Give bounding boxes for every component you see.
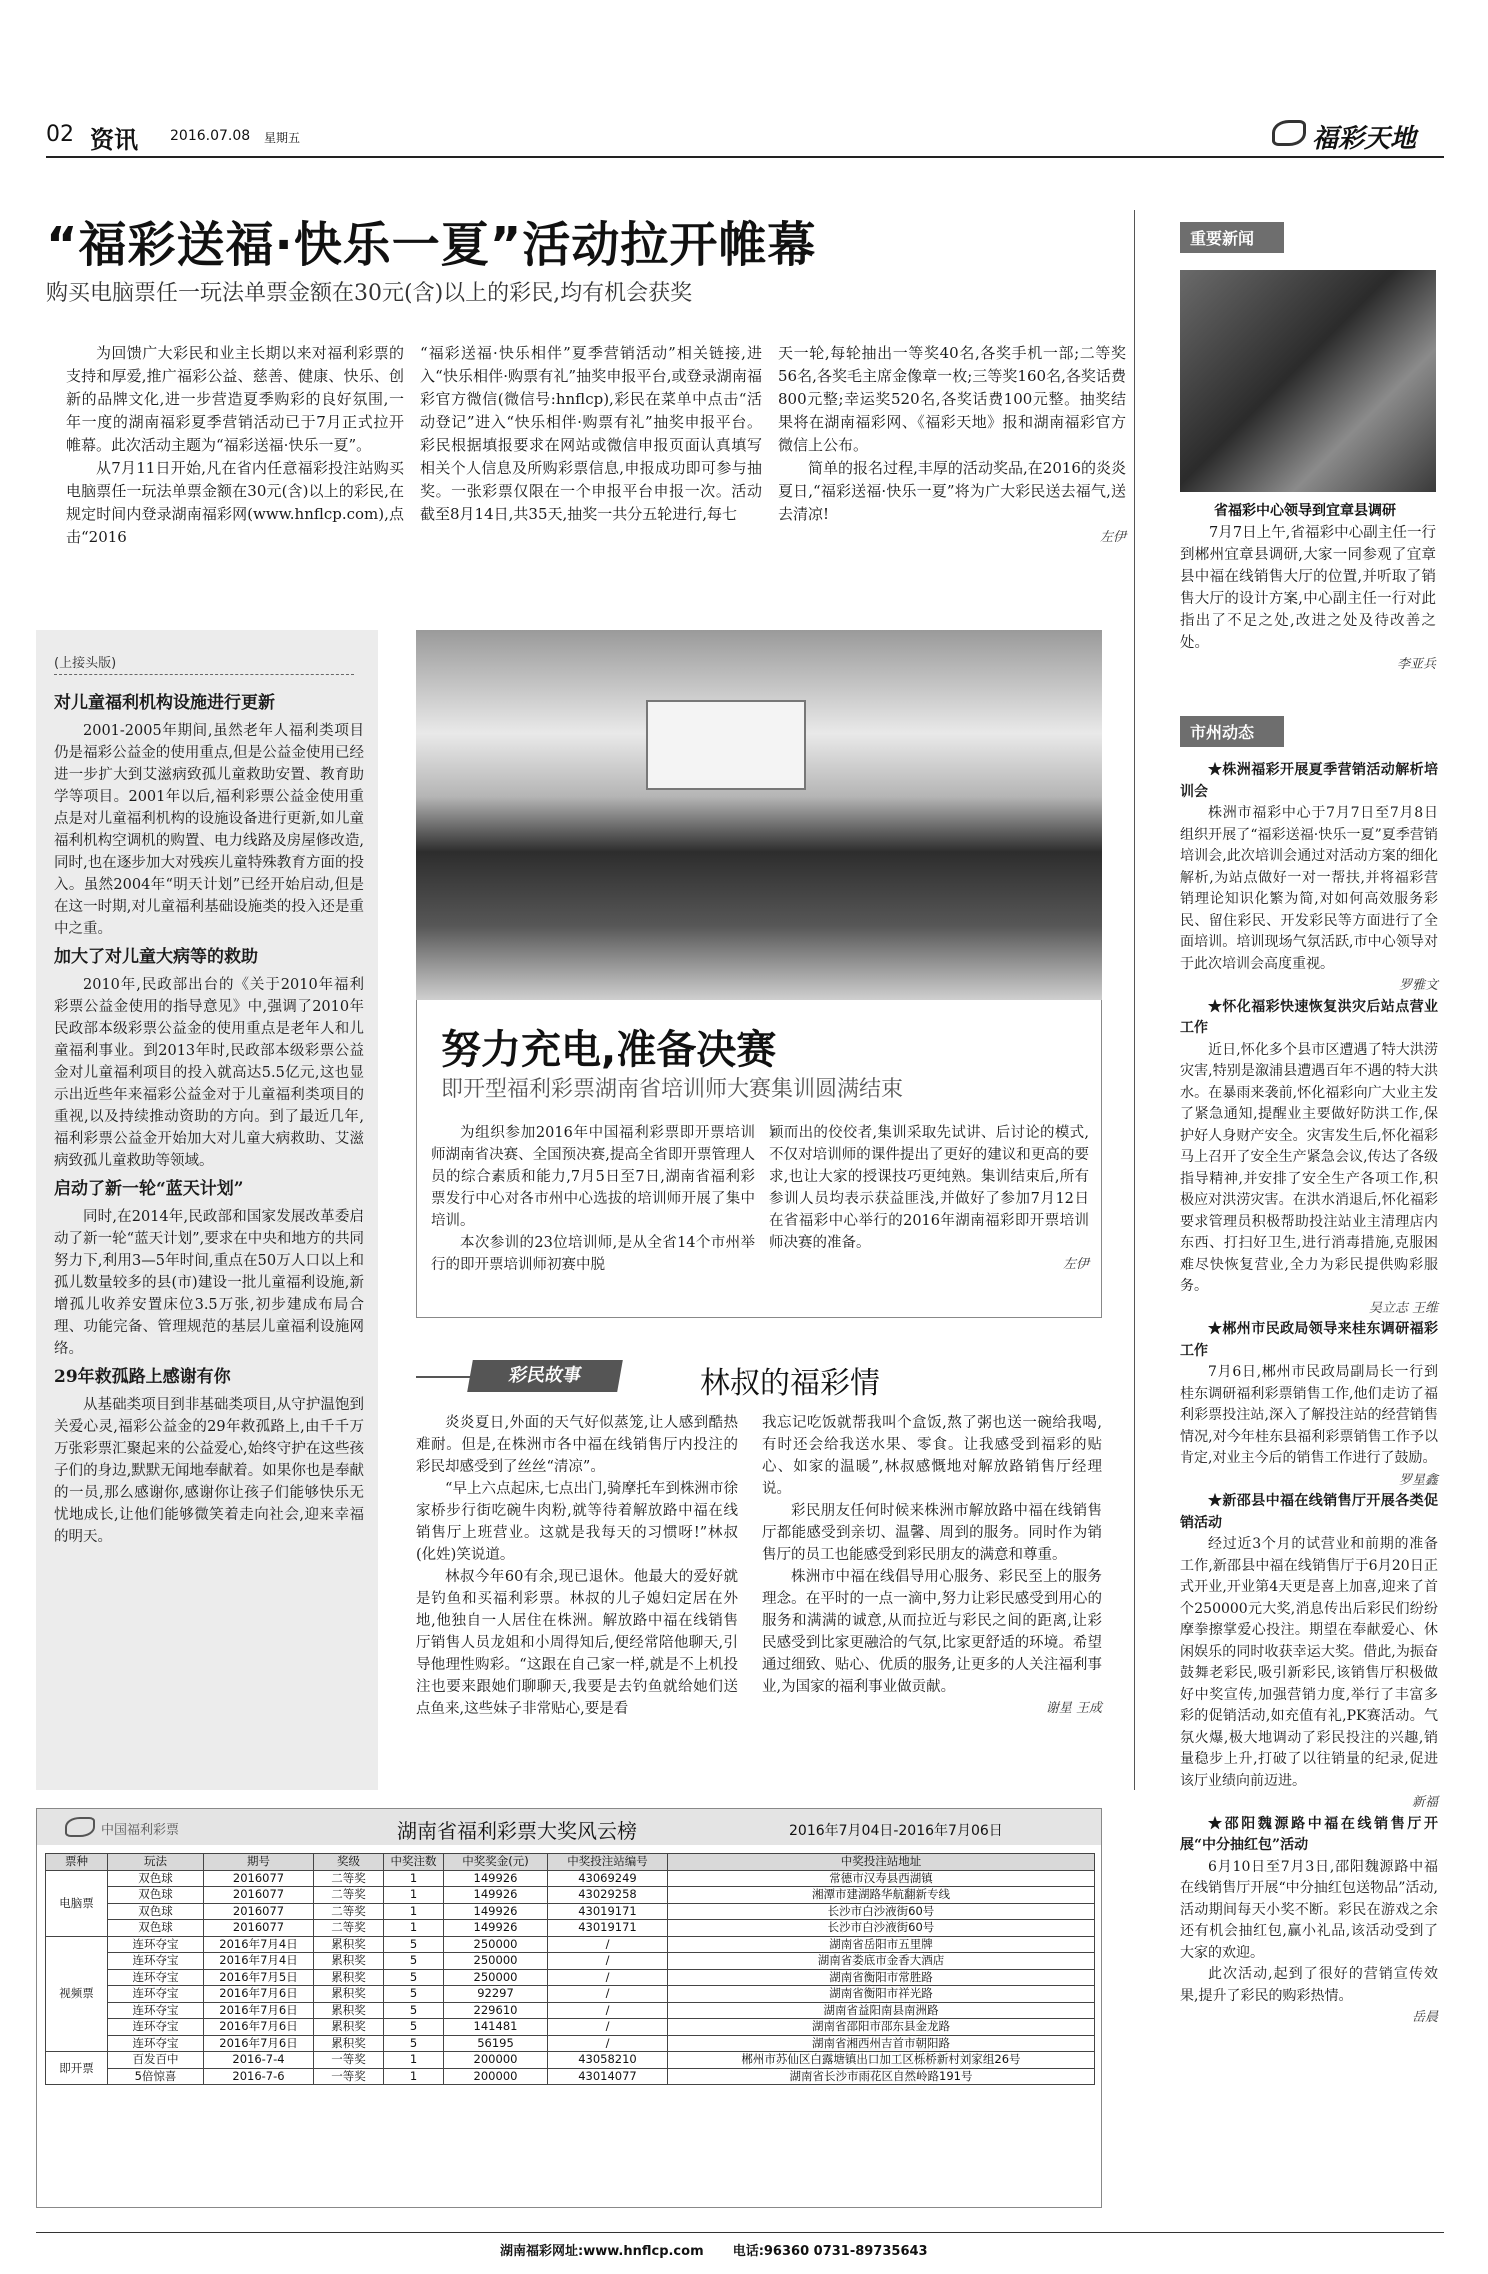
news-text <box>1180 522 1436 676</box>
continued-paragraph: 2010年,民政部出台的《关于2010年福利彩票公益金使用的指导意见》中,强调了2010年民政部本级彩票公益金的使用重点是老年人和儿童福利事业。到2013年时,民政部本级彩票公益金对儿童福利项目的投入就高达5.5亿元,这也显示出近些年来福彩公益金对于儿童福利类项目的重视,以及持续推动资助的方向。到了最近几年,福利彩票公益金开始加大对儿童大病救助、艾滋病致孤儿童救助等领域。 <box>54 977 364 1169</box>
city-item-author: 罗雅文 <box>1398 978 1438 993</box>
table-cell: 双色球 <box>108 1870 204 1887</box>
table-cell: 湖南省衡阳市常胜路 <box>668 1969 1095 1986</box>
table-cell: 双色球 <box>108 1920 204 1937</box>
city-item-text: 此次活动,起到了很好的营销宣传效果,提升了彩民的购彩热情。 <box>1180 1966 1438 2004</box>
awards-table-wrap <box>45 1853 1095 2085</box>
table-cell: / <box>548 1953 668 1970</box>
table-cell: 1 <box>384 1887 444 1904</box>
table-cell: 累积奖 <box>314 2019 384 2036</box>
column-header: 中奖投注站地址 <box>668 1854 1095 1871</box>
table-cell: 湖南省岳阳市五里牌 <box>668 1936 1095 1953</box>
table-cell: 百发百中 <box>108 2052 204 2069</box>
table-cell: 双色球 <box>108 1887 204 1904</box>
table-row <box>46 2052 1095 2069</box>
city-item-author: 岳晨 <box>1411 2010 1438 2025</box>
footer <box>500 2240 928 2259</box>
table-cell: 二等奖 <box>314 1920 384 1937</box>
training-article-box <box>416 1000 1102 1318</box>
table-cell: 1 <box>384 1920 444 1937</box>
page-number: 02 <box>46 122 74 147</box>
table-cell: 一等奖 <box>314 2052 384 2069</box>
training-photo <box>416 630 1102 1000</box>
news-photo <box>1180 270 1436 492</box>
footer-phone: 96360 0731-89735643 <box>763 2244 928 2259</box>
table-cell: 累积奖 <box>314 1986 384 2003</box>
column-header: 奖级 <box>314 1854 384 1871</box>
brand-name: 福彩天地 <box>1312 124 1417 154</box>
continued-paragraph: 从基础类项目到非基础类项目,从守护温饱到关爱心灵,福彩公益金的29年救孤路上,由千千万万张彩票汇聚起来的公益爱心,始终守护在这些孩子们的身边,默默无闻地奉献着。如果你也是奉献的一员,那么感谢你,感谢你让孩子们能够快乐无忧地成长,让他们能够微笑着走向社会,迎来幸福的明天。 <box>54 1397 364 1545</box>
news-caption: 省福彩中心领导到宜章县调研 <box>1214 503 1396 519</box>
lead-paragraph: 天一轮,每轮抽出一等奖40名,各奖手机一部;二等奖56名,各奖毛主席金像章一枚;三等奖160名,各奖话费800元整;幸运奖520名,各奖话费100元整。抽奖结果将在湖南福彩网、《福彩天地》报和湖南福彩官方微信上公布。 <box>778 344 1126 454</box>
city-header: 市州动态 <box>1180 716 1284 747</box>
table-cell: 43058210 <box>548 2052 668 2069</box>
lead-paragraph: 从7月11日开始,凡在省内任意福彩投注站购买电脑票任一玩法单票金额在30元(含)以上的彩民,在规定时间内登录湖南福彩网(www.hnflcp.com),点击“2016 <box>66 459 404 546</box>
story-tag-rule <box>416 1376 470 1378</box>
table-cell: 43029258 <box>548 1887 668 1904</box>
story-author: 谢星 王成 <box>1045 1701 1102 1716</box>
table-cell: 2016年7月5日 <box>204 1969 314 1986</box>
city-item-text: 近日,怀化多个县市区遭遇了特大洪涝灾害,特别是溆浦县遭遇百年不遇的特大洪水。在暴雨来袭前,怀化福彩向广大业主发了紧急通知,提醒业主要做好防洪工作,保护好人身财产安全。灾害发生后,怀化福彩马上召开了安全生产紧急会议,传达了各级指导精神,并安排了安全生产各项工作,积极应对洪涝灾害。在洪水消退后,怀化福彩要求管理员积极帮助投注站业主清理店内东西、打扫好卫生,进行消毒措施,克服困难尽快恢复营业,全力为彩民提供购彩服务。 <box>1180 1041 1438 1294</box>
continued-section-title: 29年救孤路上感谢有你 <box>54 1367 231 1387</box>
table-cell: 250000 <box>444 1969 548 1986</box>
news-header: 重要新闻 <box>1180 222 1284 253</box>
table-cell: 湖南省长沙市雨花区自然岭路191号 <box>668 2068 1095 2085</box>
table-row <box>46 1953 1095 1970</box>
issue-date: 2016.07.08 <box>170 128 251 144</box>
news-paragraph: 7月7日上午,省福彩中心副主任一行到郴州宜章县调研,大家一同参观了宜章县中福在线销售大厅的位置,并听取了销售大厅的设计方案,中心副主任一行对此指出了不足之处,改进之处及待改善之处。 <box>1180 525 1436 651</box>
table-cell: 湖南省衡阳市祥光路 <box>668 1986 1095 2003</box>
table-cell: 43014077 <box>548 2068 668 2085</box>
table-cell: 92297 <box>444 1986 548 2003</box>
table-cell: / <box>548 1936 668 1953</box>
table-cell: 149926 <box>444 1903 548 1920</box>
column-header: 玩法 <box>108 1854 204 1871</box>
table-cell: 2016077 <box>204 1887 314 1904</box>
training-col-1 <box>431 1122 755 1276</box>
table-cell: 二等奖 <box>314 1887 384 1904</box>
column-divider <box>1134 210 1135 1790</box>
awards-title: 湖南省福利彩票大奖风云榜 <box>397 1819 637 1843</box>
table-cell: / <box>548 1969 668 1986</box>
page-header <box>46 118 1444 154</box>
column-header: 中奖注数 <box>384 1854 444 1871</box>
footer-site[interactable]: www.hnflcp.com <box>583 2244 704 2259</box>
city-item-text: 株洲市福彩中心于7月7日至7月8日组织开展了“福彩送福·快乐一夏”夏季营销培训会,此次培训会通过对活动方案的细化解析,为站点做好一对一帮扶,并将福彩营销理论知识化繁为简,对如何高效服务彩民、留住彩民、开发彩民等方面进行了全面培训。培训现场气氛活跃,市中心领导对于此次培训会高度重视。 <box>1180 805 1438 972</box>
table-cell: 湖南省湘西州吉首市朝阳路 <box>668 2035 1095 2052</box>
continued-body <box>54 686 364 1548</box>
table-cell: 累积奖 <box>314 2002 384 2019</box>
table-cell: 2016年7月6日 <box>204 2035 314 2052</box>
table-row <box>46 1986 1095 2003</box>
lead-col-3 <box>778 342 1126 549</box>
continued-section-title: 加大了对儿童大病等的救助 <box>54 947 258 967</box>
ticket-type-cell: 即开票 <box>46 2052 108 2085</box>
city-item <box>1180 1814 1438 2029</box>
table-cell: 200000 <box>444 2052 548 2069</box>
city-item-author: 吴立志 王维 <box>1368 1300 1438 1316</box>
table-cell: 湘潭市建湖路华航翻新专线 <box>668 1887 1095 1904</box>
continued-tag-rule <box>54 674 354 675</box>
lead-paragraph: 简单的报名过程,丰厚的活动奖品,在2016的炎炎夏日,“福彩送福·快乐一夏”将为广大彩民送去福气,送去清凉! <box>778 459 1126 523</box>
story-paragraph: 炎炎夏日,外面的天气好似蒸笼,让人感到酷热难耐。但是,在株洲市各中福在线销售厅内投注的彩民却感受到了丝丝“清凉”。 <box>416 1415 738 1475</box>
table-row <box>46 1903 1095 1920</box>
table-cell: / <box>548 2035 668 2052</box>
table-cell: 149926 <box>444 1887 548 1904</box>
city-item-author: 罗星鑫 <box>1398 1472 1438 1488</box>
table-cell: 5 <box>384 2035 444 2052</box>
city-item-text: 6月10日至7月3日,邵阳魏源路中福在线销售厅开展“中分抽红包送物品”活动,活动期间每天小奖不断。彩民在游戏之余还有机会抽红包,赢小礼品,该活动受到了大家的欢迎。 <box>1180 1858 1438 1961</box>
city-item <box>1180 1491 1438 1814</box>
training-paragraph: 颖而出的佼佼者,集训采取先试讲、后讨论的模式,不仅对培训师的课件提出了更好的建议和更高的要求,也让大家的授课技巧更纯熟。集训结束后,所有参训人员均表示获益匪浅,并做好了参加7月12日在省福彩中心举行的2016年湖南福彩即开票培训师决赛的准备。 <box>769 1125 1089 1251</box>
table-cell: 郴州市苏仙区白露塘镇出口加工区栎桥新村刘家组26号 <box>668 2052 1095 2069</box>
story-col-1 <box>416 1412 738 1720</box>
table-cell: 累积奖 <box>314 2035 384 2052</box>
story-tag: 彩民故事 <box>467 1360 623 1392</box>
awards-logo-text: 中国福利彩票 <box>101 1823 180 1838</box>
table-cell: 1 <box>384 2068 444 2085</box>
table-cell: 2016077 <box>204 1870 314 1887</box>
table-cell: 5 <box>384 1969 444 1986</box>
table-cell: 2016年7月4日 <box>204 1953 314 1970</box>
table-cell: 连环夺宝 <box>108 1953 204 1970</box>
table-cell: 149926 <box>444 1870 548 1887</box>
table-cell: 累积奖 <box>314 1936 384 1953</box>
training-paragraph: 本次参训的23位培训师,是从全省14个市州举行的即开票培训师初赛中脱 <box>431 1235 755 1273</box>
table-cell: 2016年7月6日 <box>204 1986 314 2003</box>
table-cell: 连环夺宝 <box>108 2035 204 2052</box>
table-cell: 5 <box>384 2019 444 2036</box>
continued-section-title: 对儿童福利机构设施进行更新 <box>54 693 275 713</box>
continued-box <box>36 630 378 1790</box>
city-item-text: 7月6日,郴州市民政局副局长一行到桂东调研福利彩票销售工作,他们走访了福利彩票投注站,深入了解投注站的经营销售情况,对今年桂东县福利彩票销售工作予以肯定,对业主今后的销售工作进行了鼓励。 <box>1180 1364 1438 1466</box>
table-cell: 湖南省益阳南县南洲路 <box>668 2002 1095 2019</box>
table-row <box>46 1887 1095 1904</box>
table-cell: 2016077 <box>204 1903 314 1920</box>
footer-rule <box>36 2232 1444 2233</box>
table-cell: 一等奖 <box>314 2068 384 2085</box>
table-cell: 250000 <box>444 1953 548 1970</box>
table-cell: 2016年7月6日 <box>204 2019 314 2036</box>
footer-phone-label: 电话: <box>732 2244 764 2259</box>
continued-paragraph: 2001-2005年期间,虽然老年人福利类项目仍是福彩公益金的使用重点,但是公益金使用已经进一步扩大到艾滋病致孤儿童救助安置、教育助学等项目。2001年以后,福利彩票公益金使用重点是对儿童福利机构的设施设备进行更新,如儿童福利机构空调机的购置、电力线路及房屋修改造,同时,也在逐步加大对残疾儿童特殊教育方面的投入。虽然2004年“明天计划”已经开始启动,但是在这一时期,对儿童福利基础设施类的投入还是重中之重。 <box>54 723 364 937</box>
issue-weekday: 星期五 <box>264 131 301 145</box>
table-row <box>46 1870 1095 1887</box>
table-cell: 连环夺宝 <box>108 1936 204 1953</box>
ticket-type-cell: 电脑票 <box>46 1870 108 1936</box>
story-title: 林叔的福彩情 <box>700 1366 880 1401</box>
table-cell: 5 <box>384 1936 444 1953</box>
table-row <box>46 1969 1095 1986</box>
lead-col-2 <box>420 342 762 526</box>
city-item-title: ★怀化福彩快速恢复洪灾后站点营业工作 <box>1180 998 1438 1036</box>
column-header: 中奖投注站编号 <box>548 1854 668 1871</box>
lead-col-1 <box>66 342 404 549</box>
column-header: 期号 <box>204 1854 314 1871</box>
lead-paragraph: “福彩送福·快乐相伴”夏季营销活动”相关链接,进入“快乐相伴·购票有礼”抽奖申报平台,或登录湖南福彩官方微信(微信号:hnflcp),彩民在菜单中点击“活动登记”进入“快乐相伴·购票有礼”抽奖申报平台。彩民根据填报要求在网站或微信申报页面认真填写相关个人信息及所购彩票信息,申报成功即可参与抽奖。一张彩票仅限在一个申报平台申报一次。活动截至8月14日,共35天,抽奖一共分五轮进行,每七 <box>420 344 762 523</box>
city-item <box>1180 760 1438 997</box>
continued-section-title: 启动了新一轮“蓝天计划” <box>54 1179 244 1199</box>
table-cell: 2016-7-4 <box>204 2052 314 2069</box>
table-row <box>46 2019 1095 2036</box>
lottery-logo-icon <box>65 1817 95 1837</box>
table-cell: 43019171 <box>548 1903 668 1920</box>
header-rule <box>46 156 1444 158</box>
story-paragraph: 林叔今年60有余,现已退休。他最大的爱好就是钓鱼和买福利彩票。林叔的儿子媳妇定居在外地,他独自一人居住在株洲。解放路中福在线销售厅销售人员龙姐和小周得知后,便经常陪他聊天,引导他理性购彩。“这跟在自己家一样,就是不上机投注也要来跟她们聊聊天,我要是去钓鱼就给她们送点鱼来,这些妹子非常贴心,要是看 <box>416 1569 738 1717</box>
table-cell: 二等奖 <box>314 1903 384 1920</box>
table-cell: 长沙市白沙液街60号 <box>668 1920 1095 1937</box>
column-header: 中奖奖金(元) <box>444 1854 548 1871</box>
table-cell: 1 <box>384 1903 444 1920</box>
table-row <box>46 1920 1095 1937</box>
table-cell: 43069249 <box>548 1870 668 1887</box>
story-paragraph: 我忘记吃饭就帮我叫个盒饭,熬了粥也送一碗给我喝,有时还会给我送水果、零食。让我感受到福彩的贴心、如家的温暖”,林叔感慨地对解放路销售厅经理说。 <box>762 1415 1102 1497</box>
projector-screen <box>646 700 806 790</box>
footer-site-label: 湖南福彩网址: <box>500 2244 584 2259</box>
table-cell: 5 <box>384 2002 444 2019</box>
story-paragraph: 彩民朋友任何时候来株洲市解放路中福在线销售厅都能感受到亲切、温馨、周到的服务。同时作为销售厅的员工也能感受到彩民朋友的满意和尊重。 <box>762 1503 1102 1563</box>
table-header-row <box>46 1854 1095 1871</box>
table-cell: 250000 <box>444 1936 548 1953</box>
training-subtitle: 即开型福利彩票湖南省培训师大赛集训圆满结束 <box>441 1077 904 1102</box>
table-cell: 1 <box>384 1870 444 1887</box>
table-cell: 2016年7月4日 <box>204 1936 314 1953</box>
table-cell: 常德市汉寿县西湖镇 <box>668 1870 1095 1887</box>
training-col-2 <box>769 1122 1089 1276</box>
ticket-type-cell: 视频票 <box>46 1936 108 2052</box>
table-cell: 5 <box>384 1986 444 2003</box>
table-cell: 2016077 <box>204 1920 314 1937</box>
table-cell: 2016-7-6 <box>204 2068 314 2085</box>
city-item-author: 新福 <box>1411 1795 1438 1810</box>
training-paragraph: 为组织参加2016年中国福利彩票即开票培训师湖南省决赛、全国预决赛,提高全省即开票管理人员的综合素质和能力,7月5日至7日,湖南省福利彩票发行中心对各市州中心选拔的培训师开展了集中培训。 <box>431 1125 755 1229</box>
awards-table-body <box>46 1870 1095 2085</box>
city-item-title: ★邵阳魏源路中福在线销售厅开展“中分抽红包”活动 <box>1180 1815 1438 1853</box>
table-cell: 双色球 <box>108 1903 204 1920</box>
table-cell: 累积奖 <box>314 1969 384 1986</box>
table-cell: 湖南省邵阳市邵东县金龙路 <box>668 2019 1095 2036</box>
lead-title: “福彩送福·快乐一夏”活动拉开帷幕 <box>46 217 817 273</box>
city-item-title: ★新邵县中福在线销售厅开展各类促销活动 <box>1180 1493 1438 1531</box>
awards-panel <box>36 1808 1102 2208</box>
table-cell: 连环夺宝 <box>108 1986 204 2003</box>
table-cell: 141481 <box>444 2019 548 2036</box>
story-paragraph: 株洲市中福在线倡导用心服务、彩民至上的服务理念。在平时的一点一滴中,努力让彩民感受到用心的服务和满满的诚意,从而拉近与彩民之间的距离,让彩民感受到比家更融洽的气氛,比家更舒适的环境。希望通过细致、贴心、优质的服务,让更多的人关注福利事业,为国家的福利事业做贡献。 <box>762 1569 1102 1695</box>
table-cell: / <box>548 2002 668 2019</box>
table-cell: 连环夺宝 <box>108 2019 204 2036</box>
city-item-title: ★株洲福彩开展夏季营销活动解析培训会 <box>1180 762 1438 800</box>
lead-paragraph: 为回馈广大彩民和业主长期以来对福利彩票的支持和厚爱,推广福彩公益、慈善、健康、快乐、创新的品牌文化,进一步营造夏季购彩的良好氛围,一年一度的湖南福彩夏季营销活动已于7月正式拉开帷幕。此次活动主题为“福彩送福·快乐一夏”。 <box>66 344 404 454</box>
table-cell: / <box>548 2019 668 2036</box>
table-cell: 湖南省娄底市金香大酒店 <box>668 1953 1095 1970</box>
table-cell: 43019171 <box>548 1920 668 1937</box>
table-cell: 200000 <box>444 2068 548 2085</box>
awards-table <box>45 1853 1095 2085</box>
table-cell: 连环夺宝 <box>108 2002 204 2019</box>
table-cell: 连环夺宝 <box>108 1969 204 1986</box>
table-row <box>46 2035 1095 2052</box>
training-author: 左伊 <box>1062 1257 1089 1272</box>
city-item <box>1180 997 1438 1320</box>
table-row <box>46 2068 1095 2085</box>
section-name: 资讯 <box>90 126 138 154</box>
table-cell: 1 <box>384 2052 444 2069</box>
lead-article <box>46 170 1136 590</box>
table-row <box>46 1936 1095 1953</box>
continued-tag: (上接头版) <box>54 656 117 671</box>
training-title: 努力充电,准备决赛 <box>441 1027 777 1073</box>
column-header: 票种 <box>46 1854 108 1871</box>
city-item <box>1180 1319 1438 1491</box>
city-item-title: ★郴州市民政局领导来桂东调研福彩工作 <box>1180 1321 1438 1359</box>
lead-subtitle: 购买电脑票任一玩法单票金额在30元(含)以上的彩民,均有机会获奖 <box>46 281 693 306</box>
city-item-text: 经过近3个月的试营业和前期的准备工作,新邵县中福在线销售厅于6月20日正式开业,开业第4天更是喜上加喜,迎来了首个250000元大奖,消息传出后彩民们纷纷摩拳擦掌爱心投注。期望在奉献爱心、休闲娱乐的同时收获幸运大奖。借此,为振奋鼓舞老彩民,吸引新彩民,该销售厅积极做好中奖宣传,加强营销力度,举行了丰富多彩的促销活动,如充值有礼,PK赛活动。气氛火爆,极大地调动了彩民投注的兴趣,销量稳步上升,打破了以往销量的纪录,促进该厅业绩向前迈进。 <box>1180 1536 1438 1789</box>
story-paragraph: “早上六点起床,七点出门,骑摩托车到株洲市徐家桥步行街吃碗牛肉粉,就等待着解放路中福在线销售厅上班营业。这就是我每天的习惯呀!”林叔(化姓)笑说道。 <box>416 1481 738 1563</box>
table-cell: 2016年7月6日 <box>204 2002 314 2019</box>
continued-paragraph: 同时,在2014年,民政部和国家发展改革委启动了新一轮“蓝天计划”,要求在中央和地方的共同努力下,利用3—5年时间,重点在50万人口以上和孤儿数量较多的县(市)建设一批儿童福利设施,新增孤儿收养安置床位3.5万张,初步建成布局合理、功能完备、管理规范的基层儿童福利设施网络。 <box>54 1209 364 1357</box>
city-list <box>1180 760 1438 2029</box>
table-row <box>46 2002 1095 2019</box>
brand-logo-icon <box>1272 120 1306 146</box>
table-cell: 5 <box>384 1953 444 1970</box>
table-cell: 229610 <box>444 2002 548 2019</box>
table-cell: 56195 <box>444 2035 548 2052</box>
lead-author: 左伊 <box>1099 530 1126 545</box>
table-cell: 二等奖 <box>314 1870 384 1887</box>
table-cell: 长沙市白沙液街60号 <box>668 1903 1095 1920</box>
news-author: 李亚兵 <box>1396 657 1436 672</box>
awards-period: 2016年7月04日-2016年7月06日 <box>789 1823 1003 1839</box>
table-cell: 5倍惊喜 <box>108 2068 204 2085</box>
table-cell: 累积奖 <box>314 1953 384 1970</box>
table-cell: 149926 <box>444 1920 548 1937</box>
table-cell: / <box>548 1986 668 2003</box>
story-col-2 <box>762 1412 1102 1720</box>
